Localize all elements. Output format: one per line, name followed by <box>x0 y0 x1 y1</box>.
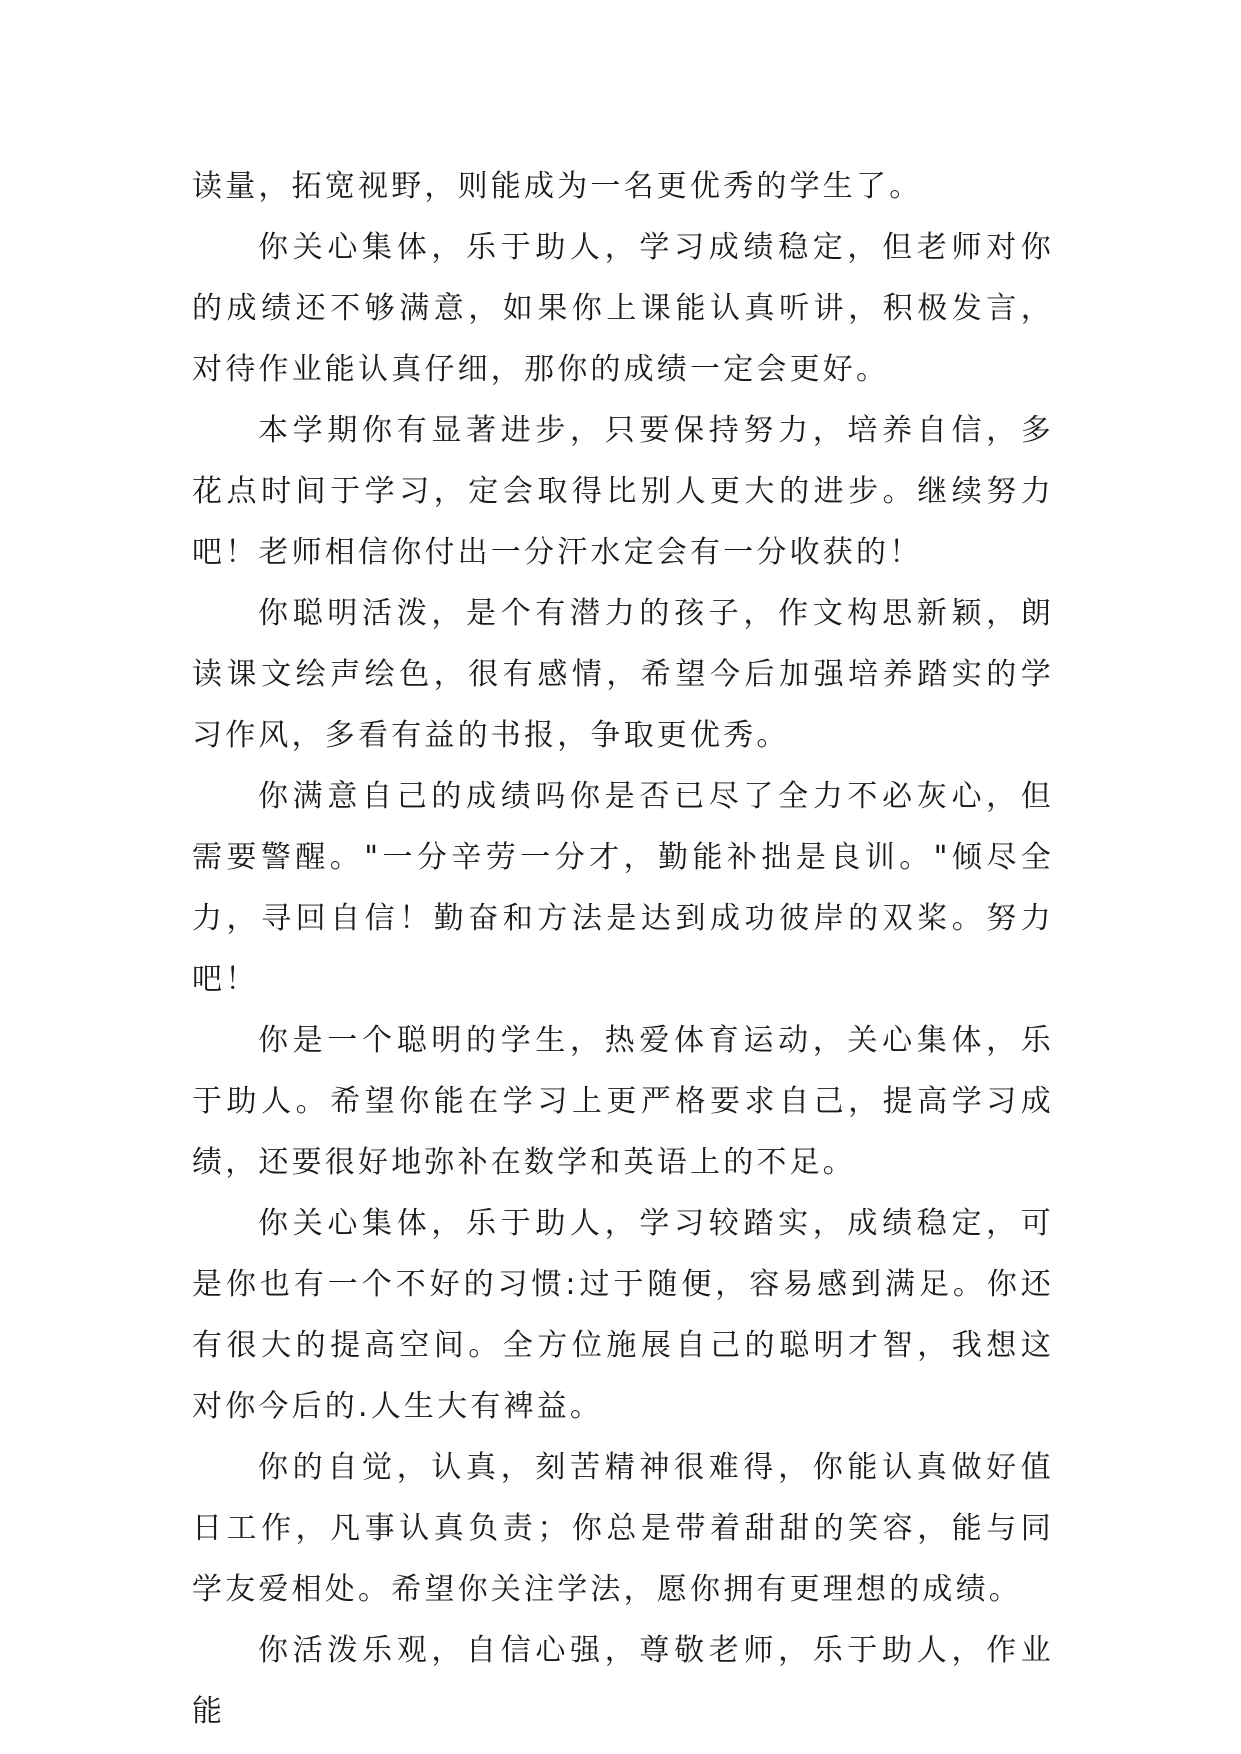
paragraph: 你是一个聪明的学生，热爱体育运动，关心集体，乐于助人。希望你能在学习上更严格要求自己，提高学习成绩，还要很好地弥补在数学和英语上的不足。 <box>192 1023 1054 1180</box>
document-body <box>192 156 1054 1742</box>
paragraph: 你的自觉，认真，刻苦精神很难得，你能认真做好值日工作，凡事认真负责；你总是带着甜甜的笑容，能与同学友爱相处。希望你关注学法，愿你拥有更理想的成绩。 <box>192 1450 1054 1607</box>
paragraph: 本学期你有显著进步，只要保持努力，培养自信，多花点时间于学习，定会取得比别人更大的进步。继续努力吧！老师相信你付出一分汗水定会有一分收获的！ <box>192 413 1054 570</box>
paragraph: 你聪明活泼，是个有潜力的孩子，作文构思新颖，朗读课文绘声绘色，很有感情，希望今后加强培养踏实的学习作风，多看有益的书报，争取更优秀。 <box>192 596 1054 753</box>
paragraph-continued: 读量，拓宽视野，则能成为一名更优秀的学生了。 <box>192 169 923 204</box>
paragraph: 你关心集体，乐于助人，学习成绩稳定，但老师对你的成绩还不够满意，如果你上课能认真听讲，积极发言，对待作业能认真仔细，那你的成绩一定会更好。 <box>192 230 1054 387</box>
paragraph: 你活泼乐观，自信心强，尊敬老师，乐于助人，作业能 <box>192 1633 1054 1729</box>
paragraph: 你满意自己的成绩吗你是否已尽了全力不必灰心，但需要警醒。"一分辛劳一分才，勤能补拙是良训。"倾尽全力，寻回自信！勤奋和方法是达到成功彼岸的双桨。努力吧！ <box>192 779 1054 997</box>
paragraph: 你关心集体，乐于助人，学习较踏实，成绩稳定，可是你也有一个不好的习惯:过于随便，容易感到满足。你还有很大的提高空间。全方位施展自己的聪明才智，我想这对你今后的.人生大有裨益。 <box>192 1206 1054 1424</box>
